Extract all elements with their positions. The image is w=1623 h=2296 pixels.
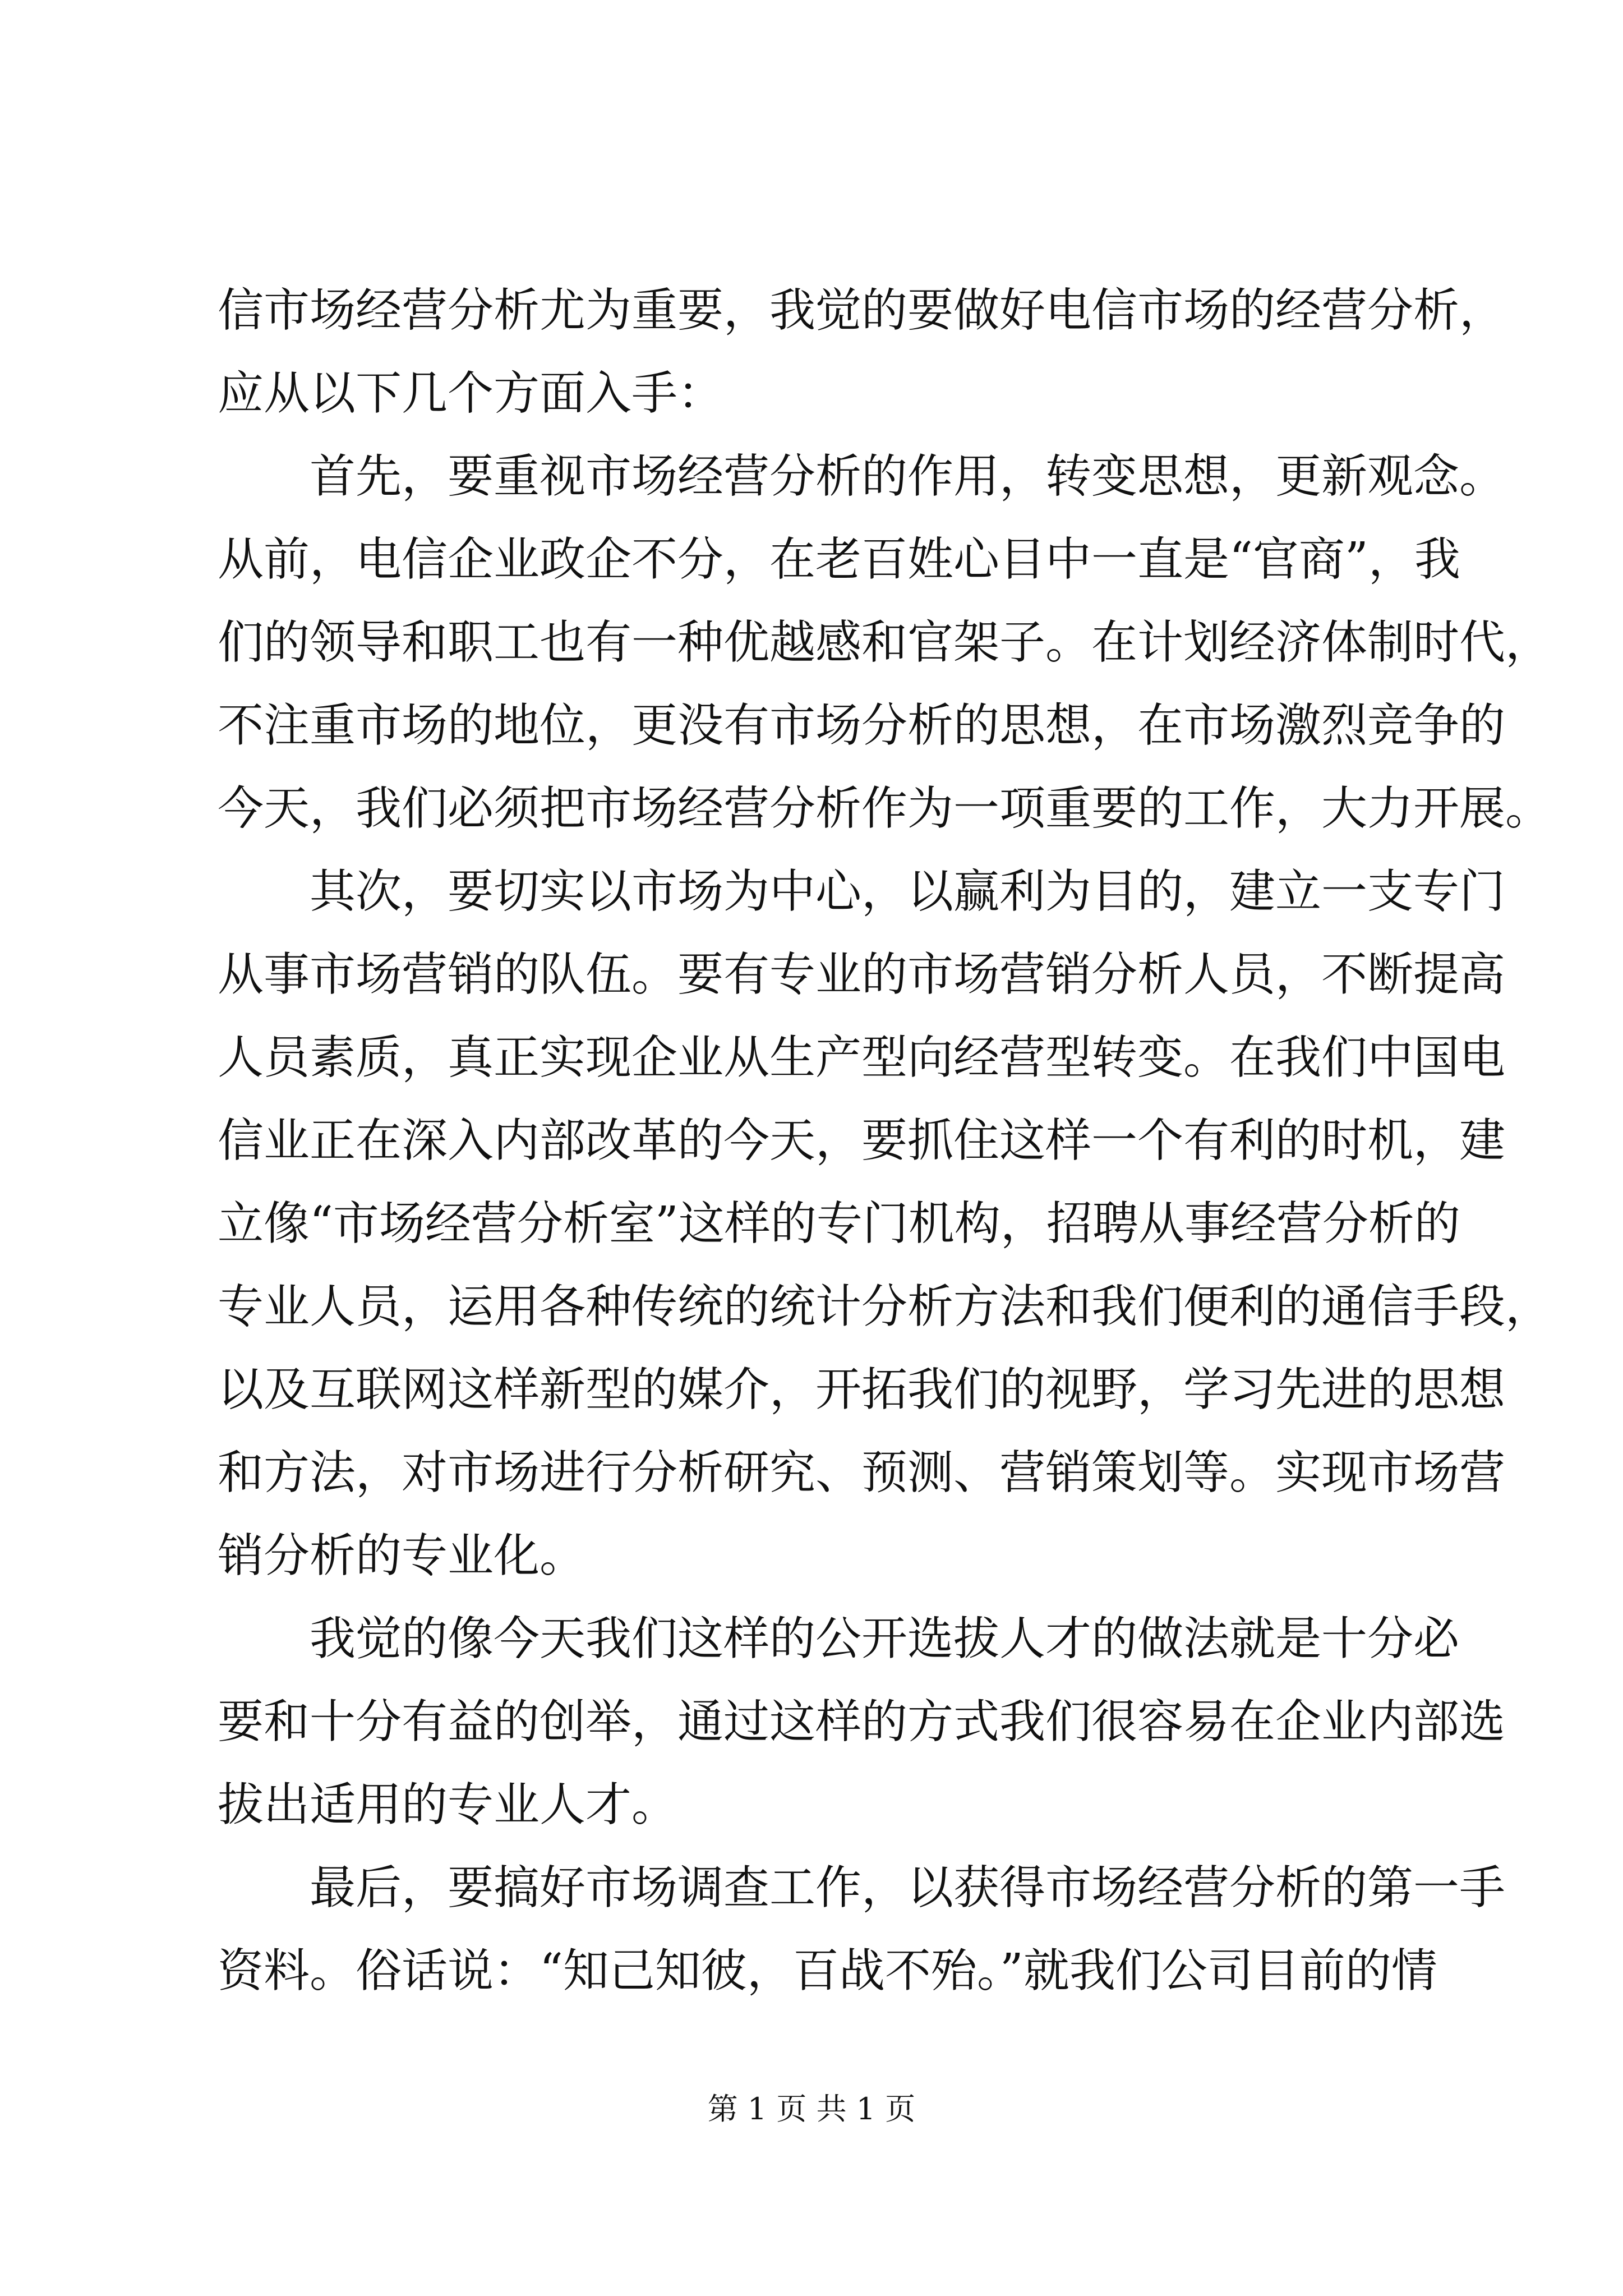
- text-line: 和方法，对市场进行分析研究、预测、营销策划等。实现市场营: [218, 1446, 1506, 1499]
- text-line: 应从以下几个方面入手：: [218, 367, 724, 420]
- text-line: 信业正在深入内部改革的今天，要抓住这样一个有利的时机，建: [218, 1114, 1506, 1167]
- paragraph-start-line: 最后，要搞好市场调查工作，以获得市场经营分析的第一手: [310, 1861, 1506, 1915]
- text-line: 资料。俗话说：“知己知彼，百战不殆。”就我们公司目前的情: [218, 1944, 1437, 1998]
- text-line: 信市场经营分析尤为重要，我觉的要做好电信市场的经营分析，: [218, 284, 1506, 337]
- text-line: 立像“市场经营分析室”这样的专门机构，招聘从事经营分析的: [218, 1197, 1460, 1250]
- text-line: 从前，电信企业政企不分，在老百姓心目中一直是“官商”，我: [218, 533, 1460, 586]
- text-line: 专业人员，运用各种传统的统计分析方法和我们便利的通信手段，: [218, 1280, 1552, 1333]
- text-line: 从事市场营销的队伍。要有专业的市场营销分析人员，不断提高: [218, 948, 1506, 1001]
- text-line: 拔出适用的专业人才。: [218, 1778, 678, 1832]
- document-body: [218, 269, 1552, 2013]
- text-line: 不注重市场的地位，更没有市场分析的思想，在市场激烈竞争的: [218, 699, 1506, 752]
- text-line: 今天，我们必须把市场经营分析作为一项重要的工作，大力开展。: [218, 782, 1552, 835]
- text-line: 人员素质，真正实现企业从生产型向经营型转变。在我们中国电: [218, 1031, 1506, 1084]
- page-number-footer: 第 1 页 共 1 页: [707, 2091, 916, 2127]
- text-line: 销分析的专业化。: [218, 1529, 586, 1582]
- text-line: 以及互联网这样新型的媒介，开拓我们的视野，学习先进的思想: [218, 1363, 1506, 1416]
- paragraph-start-line: 我觉的像今天我们这样的公开选拔人才的做法就是十分必: [310, 1612, 1460, 1665]
- text-line: 们的领导和职工也有一种优越感和官架子。在计划经济体制时代，: [218, 616, 1552, 669]
- text-line: 要和十分有益的创举，通过这样的方式我们很容易在企业内部选: [218, 1695, 1506, 1749]
- paragraph-start-line: 其次，要切实以市场为中心，以赢利为目的，建立一支专门: [310, 865, 1506, 918]
- paragraph-start-line: 首先，要重视市场经营分析的作用，转变思想，更新观念。: [310, 450, 1506, 503]
